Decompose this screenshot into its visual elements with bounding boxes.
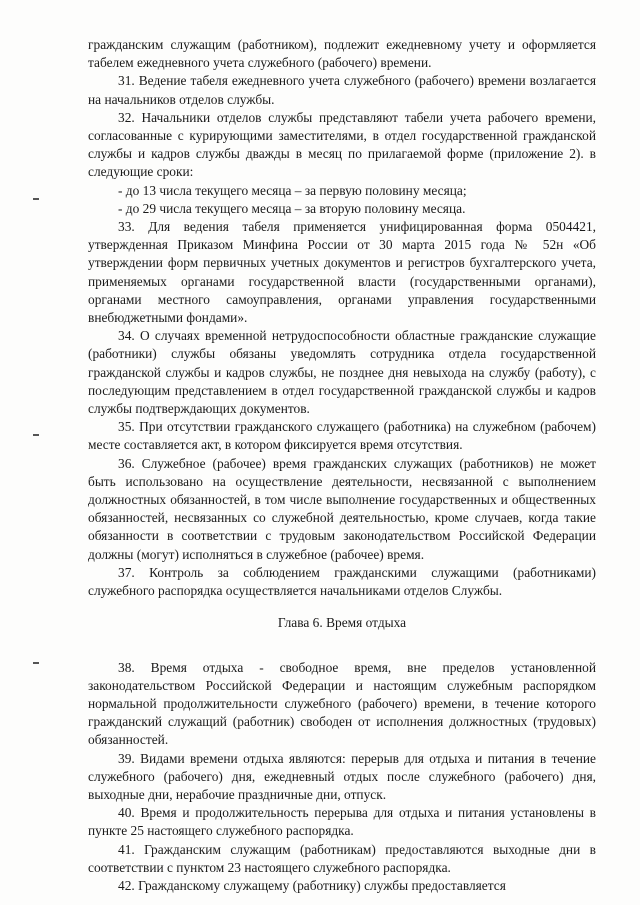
paragraph-39: 39. Видами времени отдыха являются: перерыв для отдыха и питания в течение служебного (рабочего) дня, ежедневный отдых после служебного (рабочего) дня, выходные дни, нерабочие праздничные дни, отпуск. [88,750,596,802]
paragraph-41: 41. Гражданским служащим (работникам) предоставляются выходные дни в соответствии с пунктом 23 настоящего служебного распорядка. [88,841,596,875]
paragraph-42: 42. Гражданскому служащему (работнику) службы предоставляется [118,877,506,893]
paragraph-33: 33. Для ведения табеля применяется унифицированная форма 0504421, утвержденная Приказом Минфина России от 30 марта 2015 года № 52н «Об утверждении форм первичных учетных документов и регистров бухгалтерского учета, применяемых органами государственной власти (государственными органами), органами местного самоуправления, органами управления государственными внебюджетными фондами». [88,219,596,326]
chapter-heading: Глава 6. Время отдыха [277,615,407,631]
paragraph-36: 36. Служебное (рабочее) время гражданских служащих (работников) не может быть использовано на осуществление деятельности, несвязанной с выполнением должностных обязанностей, в том числе выполнение государственных и общественных обязанностей, несвязанных со служебной деятельностью, кроме случаев, когда такие обязанности в соответствии с трудовым законодательством Российской Федерации должны (могут) исполняться в служебное (рабочее) время. [88,455,596,562]
scan-mark [33,434,39,436]
paragraph-35: 35. При отсутствии гражданского служащего (работника) на служебном (рабочем) месте составляется акт, в котором фиксируется время отсутствия. [88,419,596,453]
scan-mark [33,662,39,664]
paragraph-37: 37. Контроль за соблюдением гражданскими служащими (работниками) служебного распорядка осуществляется начальниками отделов Службы. [88,564,596,599]
paragraph-32: 32. Начальники отделов службы представляют табели учета рабочего времени, согласованные с курирующими заместителями, в отдел государственной гражданской службы и кадров службы дважды в месяц по прилагаемой форме (приложение 2). в следующие сроки: [88,109,596,180]
deadline-item-2: - до 29 числа текущего месяца – за вторую половину месяца. [118,200,466,216]
paragraph-continuation: гражданским служащим (работником), подлежит ежедневному учету и оформляется табелем ежедневного учета служебного (рабочего) времени. [88,37,596,71]
scan-mark [33,198,39,200]
paragraph-31: 31. Ведение табеля ежедневного учета служебного (рабочего) времени возлагается на начальников отделов службы. [88,73,596,107]
paragraph-34: 34. О случаях временной нетрудоспособности областные гражданские служащие (работники) службы обязаны уведомлять сотрудника отдела государственной гражданской службы и кадров службы, не позднее дня невыхода на службу (работу), с последующим представлением в отдел государственной гражданской службы и кадров службы подтверждающих документов. [88,328,596,417]
paragraph-38: 38. Время отдыха - свободное время, вне пределов установленной законодательством Российской Федерации и настоящим служебным распорядком нормальной продолжительности служебного (рабочего) времени, в течение которого гражданский служащий (работник) свободен от исполнения должностных (трудовых) обязанностей. [88,659,596,748]
deadline-item-1: - до 13 числа текущего месяца – за первую половину месяца; [118,182,467,198]
paragraph-40: 40. Время и продолжительность перерыва для отдыха и питания установлены в пункте 25 настоящего служебного распорядка. [88,805,596,839]
document-body [88,36,596,895]
